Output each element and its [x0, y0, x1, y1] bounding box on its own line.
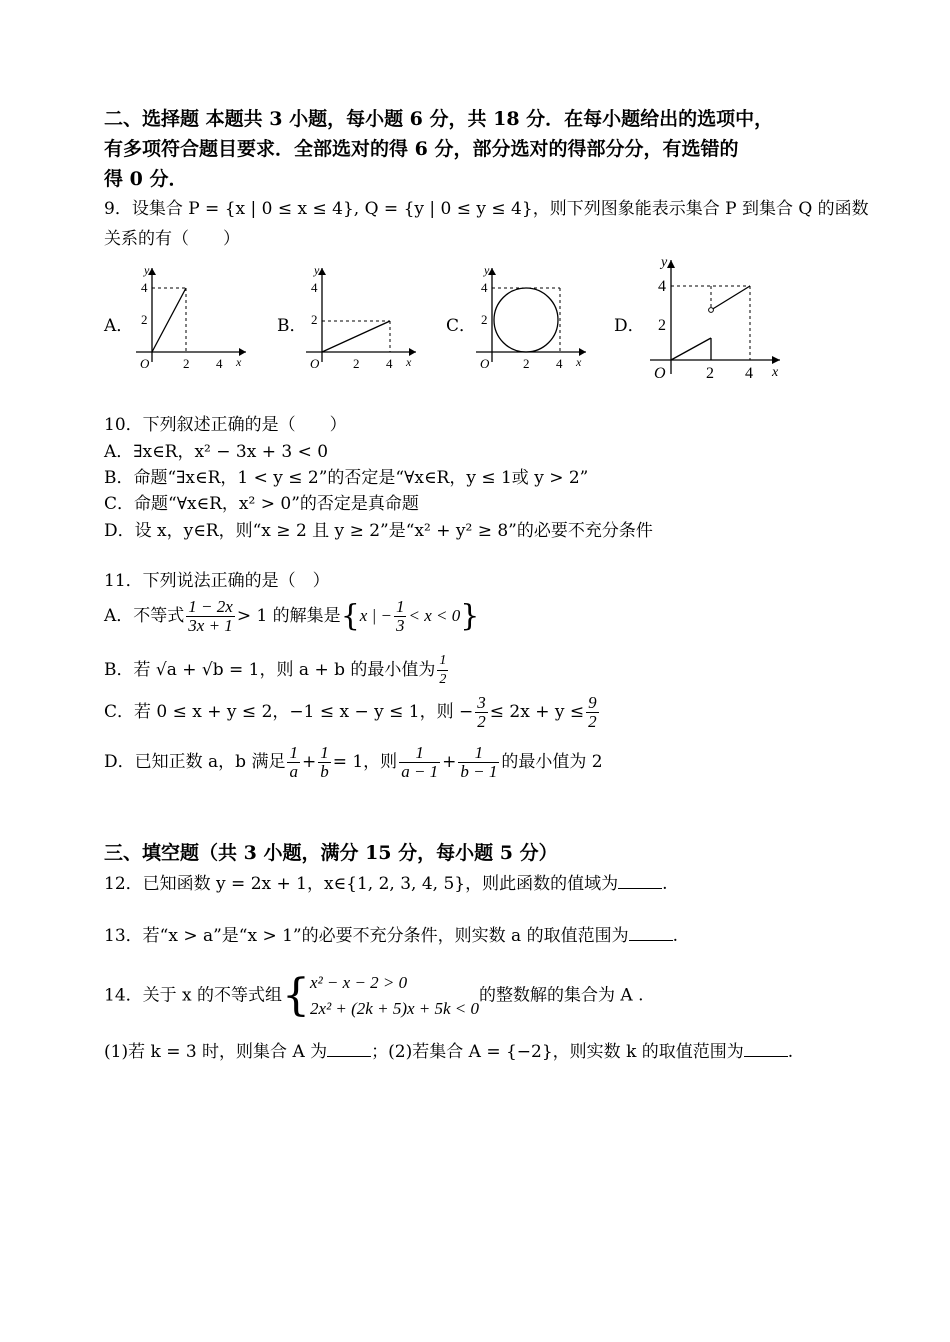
svg-text:4: 4	[141, 280, 148, 295]
svg-text:2: 2	[353, 356, 360, 371]
svg-text:2: 2	[183, 356, 190, 371]
svg-text:2: 2	[523, 356, 530, 371]
svg-text:O: O	[654, 365, 666, 382]
q9-option-a-label: A．	[104, 316, 134, 336]
section2-header-line2: 有多项符合题目要求．全部选对的得 6 分，部分选对的得部分分，有选错的	[104, 138, 739, 160]
svg-text:4: 4	[745, 365, 753, 382]
q9-stem-line1: 9．设集合 P = {x | 0 ≤ x ≤ 4}, Q = {y | 0 ≤ y ≤ 4}，则下列图象能表示集合 P 到集合 Q 的函数	[104, 199, 869, 219]
section2-header-line1: 二、选择题 本题共 3 小题，每小题 6 分，共 18 分．在每小题给出的选项中，	[104, 108, 774, 130]
q9-option-c-label: C．	[446, 316, 477, 336]
svg-text:4: 4	[216, 356, 223, 371]
q10-option-c: C．命题“∀x∈R，x² > 0”的否定是真命题	[104, 494, 419, 514]
q10-stem: 10．下列叙述正确的是（ ）	[104, 415, 347, 435]
q10-option-a: A．∃x∈R，x² − 3x + 3 < 0	[104, 442, 329, 462]
svg-text:x: x	[236, 355, 242, 369]
q14-part1-blank[interactable]	[327, 1040, 371, 1057]
svg-text:O: O	[310, 356, 320, 371]
q9-graph-b	[298, 258, 428, 373]
q14-parts: (1)若 k = 3 时，则集合 A 为 ；(2)若集合 A = {−2}，则实数 k 的取值范围为 .	[104, 1042, 794, 1062]
svg-text:2: 2	[658, 317, 666, 334]
q12: 12．已知函数 y = 2x + 1，x∈{1, 2, 3, 4, 5}，则此函数的值域为 .	[104, 874, 668, 894]
svg-text:2: 2	[706, 365, 714, 382]
q13-answer-blank[interactable]	[629, 924, 673, 941]
svg-text:x: x	[406, 355, 412, 369]
q10-option-d: D．设 x，y∈R，则“x ≥ 2 且 y ≥ 2”是“x² + y² ≥ 8”的必要不充分条件	[104, 521, 653, 541]
axis-y-label: y	[144, 263, 150, 277]
svg-text:2: 2	[481, 312, 488, 327]
q12-answer-blank[interactable]	[618, 872, 662, 889]
svg-text:O: O	[140, 356, 150, 371]
q10-option-b: B．命题“∃x∈R，1 < y ≤ 2”的否定是“∀x∈R，y ≤ 1或 y > 2”	[104, 468, 589, 488]
svg-text:y: y	[661, 255, 668, 270]
section3-header: 三、填空题（共 3 小题，满分 15 分，每小题 5 分）	[104, 842, 558, 864]
q14-system: 14．关于 x 的不等式组{ x² − x − 2 > 0 2x² + (2k + 5)x + 5k < 0 的整数解的集合为 A .	[104, 970, 644, 1021]
q11-option-a: A．不等式 $\frac{1 - 2x}{3x + 1}$ > 1 的解集是{x | − $\frac{1}{3}$ < x < 0}	[104, 597, 480, 635]
q14-part2-blank[interactable]	[744, 1040, 788, 1057]
q9-graph-a	[128, 258, 258, 373]
q11-option-b: B．若 √a + √b = 1，则 a + b 的最小值为 $\frac{1}{2}$	[104, 653, 447, 687]
svg-text:4: 4	[386, 356, 393, 371]
q9-stem-line2: 关系的有（ ）	[104, 229, 240, 249]
svg-text:O: O	[480, 356, 490, 371]
svg-text:4: 4	[481, 280, 488, 295]
q9-graph-c	[468, 258, 598, 373]
q9-graph-d	[640, 250, 790, 385]
svg-text:2: 2	[311, 312, 318, 327]
svg-text:x: x	[772, 365, 779, 380]
svg-text:x: x	[576, 355, 582, 369]
svg-text:y: y	[314, 263, 320, 277]
q13: 13．若“x > a”是“x > 1”的必要不充分条件，则实数 a 的取值范围为 .	[104, 926, 678, 946]
svg-text:y: y	[484, 263, 490, 277]
svg-text:4: 4	[556, 356, 563, 371]
q9-option-d-label: D．	[614, 316, 645, 336]
svg-text:4: 4	[658, 278, 666, 295]
q11-option-c: C．若 0 ≤ x + y ≤ 2，−1 ≤ x − y ≤ 1，则 − $\frac{3}{2}$ ≤ 2x + y ≤ $\frac{9}{2}$	[104, 693, 597, 731]
q11-stem: 11．下列说法正确的是（ ）	[104, 571, 330, 591]
svg-text:4: 4	[311, 280, 318, 295]
q11-option-d: D．已知正数 a，b 满足 $\frac{1}{a}$ + $\frac{1}{b}$ = 1，则 $\frac{1}{a - 1}$ + $\frac{1}{b - 1}$ 的最小值为 2	[104, 743, 603, 781]
svg-text:2: 2	[141, 312, 148, 327]
section2-header-line3: 得 0 分．	[104, 168, 188, 190]
q9-option-b-label: B．	[277, 316, 307, 336]
